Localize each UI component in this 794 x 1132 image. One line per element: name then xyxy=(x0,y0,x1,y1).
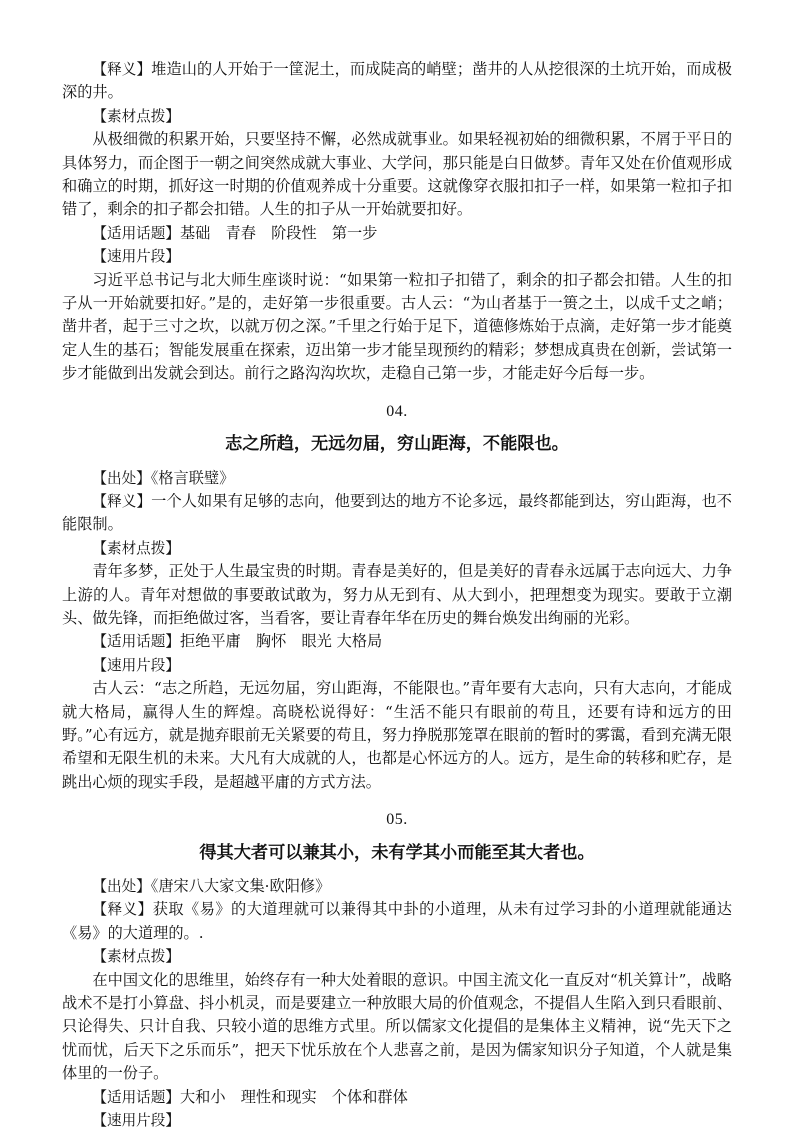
shiyong-paragraph xyxy=(62,1086,732,1109)
shiyong-text: 基础 青春 阶段性 第一步 xyxy=(179,223,378,242)
shiyi-text: 获取《易》的大道理就可以兼得其中卦的小道理，从未有过学习卦的小道理就能通达《易》的大道理的。. xyxy=(62,900,732,942)
shiyi-paragraph xyxy=(62,490,732,537)
shiyi-label: 【释义】 xyxy=(92,492,152,510)
suyong-label: 【速用片段】 xyxy=(92,656,180,674)
shiyi-paragraph xyxy=(62,58,732,105)
section-title: 志之所趋，无远勿届，穷山距海，不能限也。 xyxy=(225,434,569,455)
shiyong-text: 拒绝平庸 胸怀 眼光 大格局 xyxy=(179,632,383,651)
shiyong-label: 【适用话题】 xyxy=(92,1088,180,1106)
shiyi-label: 【释义】 xyxy=(92,901,153,919)
section-number: 04. xyxy=(386,402,408,420)
sucai-heading xyxy=(62,945,732,968)
suyong-paragraph: 古人云：“志之所趋，无远勿届，穷山距海，不能限也。”青年要有大志向，只有大志向，才能成就大格局，赢得人生的辉煌。高晓松说得好：“生活不能只有眼前的苟且，还要有诗和远方的田野。”心有远方，就是抛弃眼前无关紧要的苟且，努力挣脱那笼罩在眼前的暂时的雾霭，看到充满无限希望和无限生机的未来。大凡有大成就的人，也都是心怀远方的人。远方，是生命的转移和贮存，是跳出心烦的现实手段，是超越平庸的方式方法。 xyxy=(62,679,732,791)
shiyi-text: 堆造山的人开始于一筐泥土，而成陡高的峭壁；凿井的人从挖很深的土坑开始，而成极深的井。 xyxy=(62,60,732,102)
section-title: 得其大者可以兼其小，未有学其小而能至其大者也。 xyxy=(199,842,595,863)
sucai-paragraph: 在中国文化的思维里，始终存有一种大处着眼的意识。中国主流文化一直反对“机关算计”，战略战术不是打小算盘、抖小机灵，而是要建立一种放眼大局的价值观念，不提倡人生陷入到只看眼前、只论得失、只计自我、只较小道的思维方式里。所以儒家文化提倡的是集体主义精神，说“先天下之忧而忧，后天下之乐而乐”，把天下忧乐放在个人悲喜之前，是因为儒家知识分子知道，个人就是集体里的一份子。 xyxy=(62,970,732,1083)
shiyong-label: 【适用话题】 xyxy=(92,633,180,651)
chuchu-text: 《唐宋八大家文集·欧阳修》 xyxy=(150,877,331,895)
chuchu-text: 《格言联璧》 xyxy=(150,468,235,487)
shiyi-label: 【释义】 xyxy=(92,61,152,78)
chuchu-label: 【出处】 xyxy=(92,469,151,487)
section-number: 05. xyxy=(386,811,408,829)
chuchu-label: 【出处】 xyxy=(92,878,151,895)
suyong-heading xyxy=(62,654,732,677)
shiyong-paragraph xyxy=(62,222,732,245)
shiyi-paragraph xyxy=(62,898,732,945)
sucai-label: 【素材点拨】 xyxy=(92,539,180,557)
sucai-label: 【素材点拨】 xyxy=(92,107,180,125)
suyong-label: 【速用片段】 xyxy=(92,1112,180,1130)
chuchu-paragraph xyxy=(62,467,732,490)
sucai-paragraph: 从极细微的积累开始，只要坚持不懈，必然成就事业。如果轻视初始的细微积累，不屑于平日的具体努力，而企图于一朝之间突然成就大事业、大学问，那只能是白日做梦。青年又处在价值观形成和确立的时期，抓好这一时期的价值观养成十分重要。这就像穿衣服扣扣子一样，如果第一粒扣子扣错了，剩余的扣子都会扣错。人生的扣子从一开始就要扣好。 xyxy=(62,130,732,219)
suyong-label: 【速用片段】 xyxy=(92,248,180,266)
sucai-label: 【素材点拨】 xyxy=(92,948,180,966)
suyong-heading xyxy=(62,245,732,268)
sucai-heading xyxy=(62,105,732,128)
shiyong-text: 大和小 理性和现实 个体和群体 xyxy=(179,1087,408,1106)
suyong-heading xyxy=(62,1109,732,1132)
chuchu-paragraph xyxy=(62,875,732,898)
sucai-heading xyxy=(62,537,732,560)
shiyong-label: 【适用话题】 xyxy=(92,224,180,242)
shiyong-paragraph xyxy=(62,630,732,653)
sucai-paragraph: 青年多梦，正处于人生最宝贵的时期。青春是美好的，但是美好的青春永远属于志向远大、力争上游的人。青年对想做的事要敢试敢为，努力从无到有、从大到小，把理想变为现实。要敢于立潮头、做先锋，而拒绝做过客，当看客，要让青春年华在历史的舞台焕发出绚丽的光彩。 xyxy=(62,562,732,627)
suyong-paragraph: 习近平总书记与北大师生座谈时说：“如果第一粒扣子扣错了，剩余的扣子都会扣错。人生的扣子从一开始就要扣好。”是的，走好第一步很重要。古人云：“为山者基于一篑之土，以成千丈之峭；凿井者，起于三寸之坎，以就万仞之深。”千里之行始于足下，道德修炼始于点滴，走好第一步才能奠定人生的基石；智能发展重在探索，迈出第一步才能呈现预约的精彩；梦想成真贵在创新，尝试第一步才能做到出发就会到达。前行之路沟沟坎坎，走稳自己第一步，才能走好今后每一步。 xyxy=(62,270,732,383)
shiyi-text: 一个人如果有足够的志向，他要到达的地方不论多远，最终都能到达，穷山距海，也不能限制。 xyxy=(62,491,732,534)
